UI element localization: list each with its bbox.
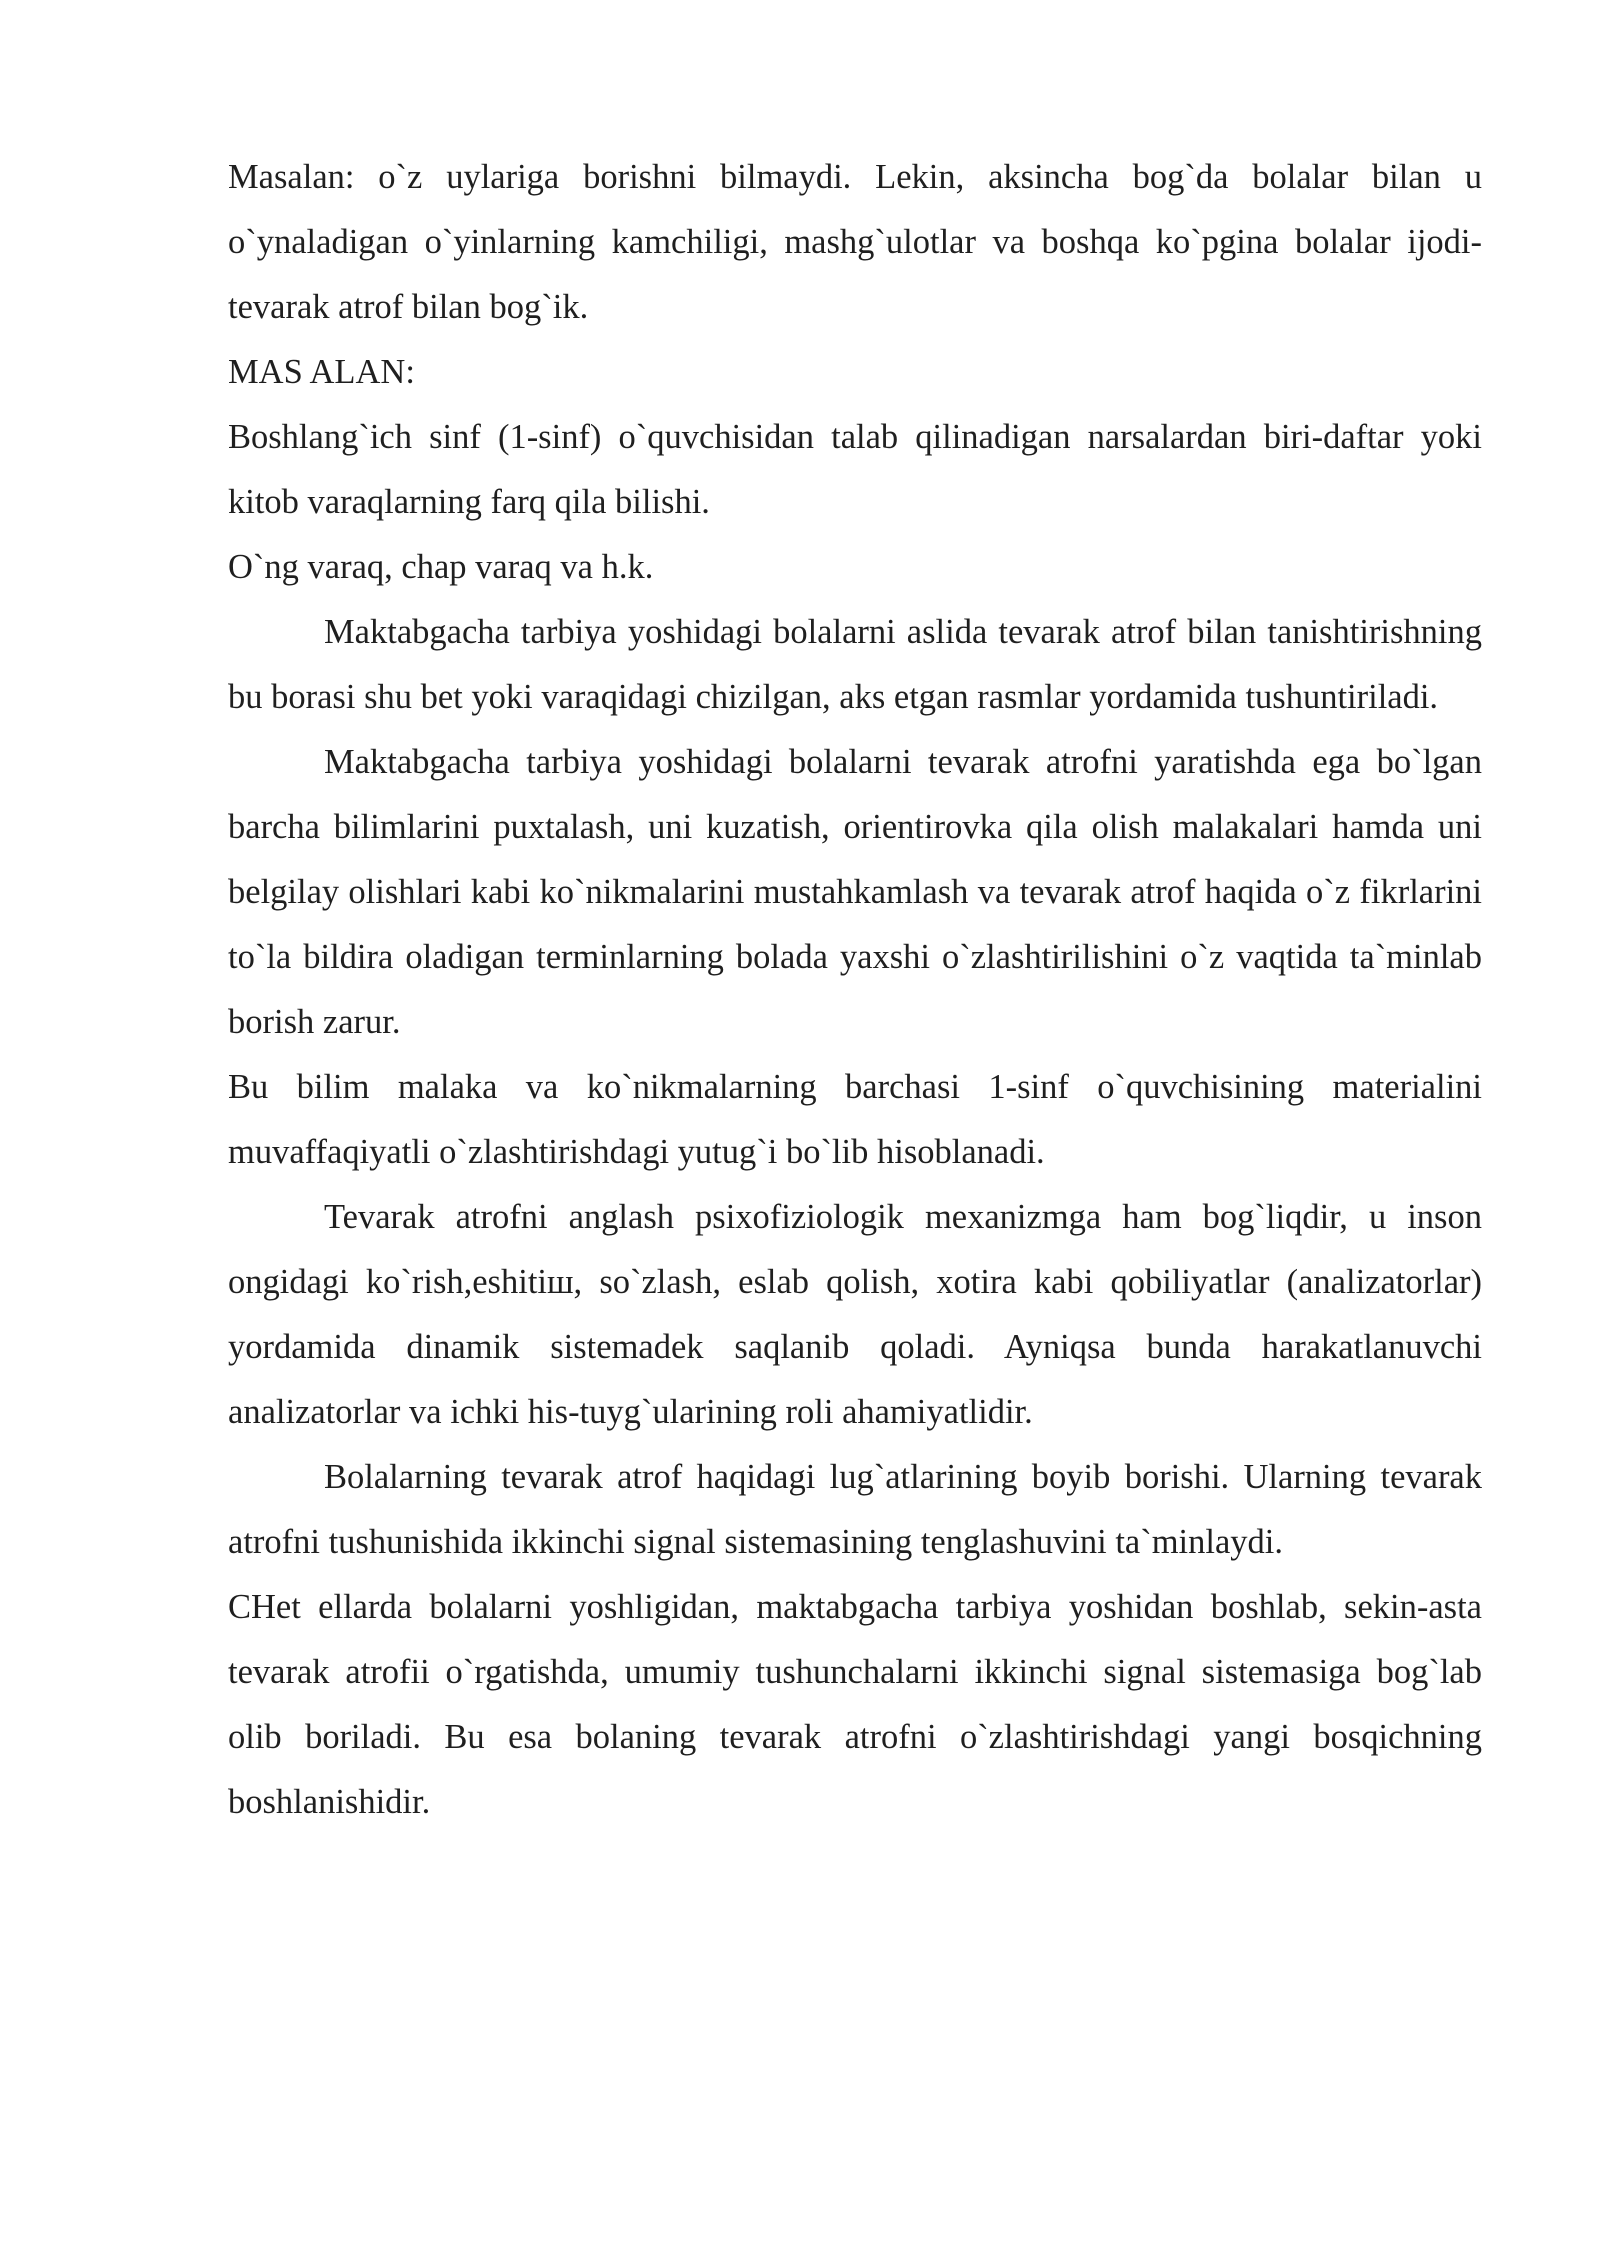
paragraph-boshlangich-sinf: Boshlang`ich sinf (1-sinf) o`quvchisidan talab qilinadigan narsalardan biri-daftar yoki kitob varaqlarning farq qila bilishi. [228, 418, 1482, 521]
paragraph-maktabgacha-2: Maktabgacha tarbiya yoshidagi bolalarni tevarak atrofni yaratishda ega bo`lgan barcha bilimlarini puxtalash, uni kuzatish, orientirovka qila olish malakalari hamda uni belgilay olishlari kabi ko`nikmalarini mustahkamlash va tevarak atrof haqida o`z fikrlarini to`la bildira oladigan terminlarning bolada yaxshi o`zlashtirilishini o`z vaqtida ta`minlab borish zarur. [228, 743, 1482, 1041]
paragraph-bolalarning: Bolalarning tevarak atrof haqidagi lug`atlarining boyib borishi. Ularning tevarak atrofni tushunishida ikkinchi signal sistemasining tenglashuvini ta`minlaydi. [228, 1458, 1482, 1561]
paragraph-ong-varaq: O`ng varaq, chap varaq va h.k. [228, 548, 654, 586]
paragraph-masalan: Masalan: o`z uylariga borishni bilmaydi. Lekin, aksincha bog`da bolalar bilan u o`ynaladigan o`yinlarning kamchiligi, mashg`ulotlar va boshqa ko`pgina bolalar ijodi- tevarak atrof bilan bog`ik. [228, 158, 1482, 326]
document-page [228, 145, 1482, 1835]
paragraph-bu-bilim: Bu bilim malaka va ko`nikmalarning barchasi 1-sinf o`quvchisining materialini muvaffaqiyatli o`zlashtirishdagi yutug`i bo`lib hisoblanadi. [228, 1068, 1482, 1171]
heading-mas-alan: MAS ALAN: [228, 353, 415, 391]
paragraph-tevarak-atrofni: Tevarak atrofni anglash psixofiziologik mexanizmga ham bog`liqdir, u inson ongidagi ko`rish,eshitiш, so`zlash, eslab qolish, xotira kabi qobiliyatlar (analizatorlar) yordamida dinamik sistemadek saqlanib qoladi. Ayniqsa bunda harakatlanuvchi analizatorlar va ichki his-tuyg`ularining roli ahamiyatlidir. [228, 1198, 1482, 1431]
paragraph-chet-ellarda: CHet ellarda bolalarni yoshligidan, maktabgacha tarbiya yoshidan boshlab, sekin-asta tevarak atrofii o`rgatishda, umumiy tushunchalarni ikkinchi signal sistemasiga bog`lab olib boriladi. Bu esa bolaning tevarak atrofni o`zlashtirishdagi yangi bosqichning boshlanishidir. [228, 1588, 1482, 1821]
paragraph-maktabgacha-1: Maktabgacha tarbiya yoshidagi bolalarni aslida tevarak atrof bilan tanishtirishning bu borasi shu bet yoki varaqidagi chizilgan, aks etgan rasmlar yordamida tushuntiriladi. [228, 613, 1482, 716]
